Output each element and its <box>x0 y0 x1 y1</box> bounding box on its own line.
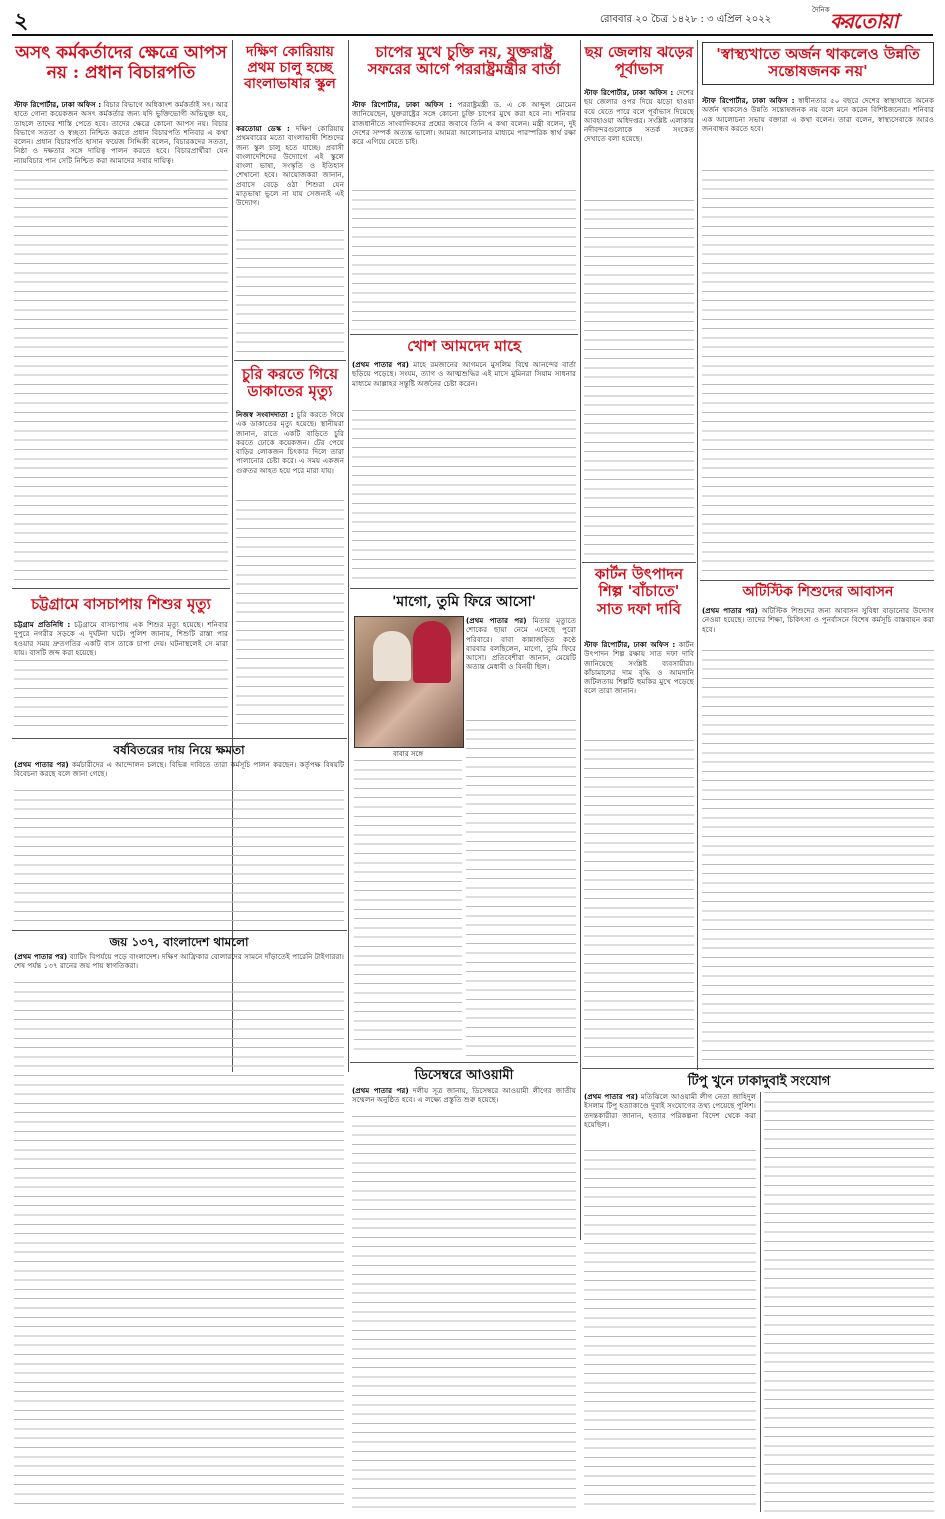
article-headline: চাপের মুখে চুক্তি নয়, যুক্তরাষ্ট্র সফরের আগে পররাষ্ট্রমন্ত্রীর বার্তা <box>367 43 561 79</box>
article-text: দক্ষিণ কোরিয়ায় প্রথমবারের মতো বাংলাভাষী শিশুদের জন্য স্কুল চালু হতে যাচ্ছে। প্রবাসী বাংলাদেশিদের উদ্যোগে এই স্কুলে বাংলা ভাষা, সংস্কৃতি ও ইতিহাস শেখানো হবে। আয়োজকরা জানান, প্রবাসে বেড়ে ওঠা শিশুরা যেন মাতৃভাষা ভুলে না যায় সেজন্যই এই উদ্যোগ। <box>236 124 344 208</box>
column-divider <box>760 1092 761 1512</box>
article-text: মতিঝিলে আওয়ামী লীগ নেতা জাহিদুল ইসলাম টিপু হত্যাকাণ্ডে দুবাই সংযোগের তথ্য পেয়েছে পুলিশ। তদন্তকারীরা জানান, হত্যার পরিকল্পনা বিদেশ থেকে করা হয়েছিল। <box>584 1092 756 1129</box>
article-headline: চুরি করতে গিয়ে ডাকাতের মৃত্যু <box>241 365 339 401</box>
photo-figure <box>413 621 451 683</box>
article-byline: (প্রথম পাতার পর) <box>466 616 527 625</box>
section-divider <box>350 334 578 335</box>
text-column-filler <box>584 200 694 558</box>
page-number: ২ <box>14 8 29 34</box>
article-text: মিতার মৃত্যুতে শোকের ছায়া নেমে এসেছে পুরো পরিবারে। বাবা কান্নাজড়িত কণ্ঠে বারবার বলছিলেন, মাগো, তুমি ফিরে আসো। প্রতিবেশীরা জানান, মেয়েটি অত্যন্ত মেধাবী ও বিনয়ী ছিল। <box>466 616 576 672</box>
text-column-filler <box>14 790 344 926</box>
text-column-filler <box>352 1116 576 1512</box>
article-headline: খোশ আমদেদ মাহে <box>407 337 521 355</box>
article-text: ব্যাটিং বিপর্যয়ে পড়ে বাংলাদেশ। দক্ষিণ আফ্রিকার বোলারদের সামনে দাঁড়াতেই পারেনি টাইগাররা। শেষ পর্যন্ত ১৩৭ রানের জয় পায় স্বাগতিকরা। <box>14 952 344 971</box>
section-divider <box>582 562 696 563</box>
text-column-filler <box>236 230 344 354</box>
photo-figure <box>373 631 411 681</box>
news-photo <box>354 616 464 748</box>
article-byline: স্টাফ রিপোর্টার, ঢাকা অফিস : <box>352 100 453 109</box>
article-byline: করতোয়া ডেস্ক : <box>236 124 290 133</box>
logo-tagline: দৈনিক <box>812 6 830 14</box>
text-column-filler <box>466 720 576 1056</box>
header-rule <box>12 34 933 36</box>
article-headline: 'মাগো, তুমি ফিরে আসো' <box>392 594 536 610</box>
article-headline: অটিস্টিক শিশুদের আবাসন <box>742 584 894 600</box>
article-byline: স্টাফ রিপোর্টার, ঢাকা অফিস : <box>584 88 674 97</box>
section-divider <box>350 1062 578 1063</box>
article-headline: ছয় জেলায় ঝড়ের পূর্বাভাস <box>584 43 694 79</box>
article-byline: চট্টগ্রাম প্রতিনিধি : <box>14 620 71 629</box>
article-text: কর্মচারীদের এ আন্দোলন চলছে। বিভিন্ন দাবিতে তারা কর্মসূচি পালন করছেন। কর্তৃপক্ষ বিষয়টি বিবেচনা করছে বলে জানা গেছে। <box>14 760 344 779</box>
section-divider <box>582 1068 934 1069</box>
column-divider <box>348 40 349 1072</box>
article-byline: (প্রথম পাতার পর) <box>702 606 758 615</box>
text-column-filler <box>352 190 576 330</box>
article-byline: (প্রথম পাতার পর) <box>14 952 68 961</box>
article-byline: (প্রথম পাতার পর) <box>14 760 69 769</box>
article-text: দেশের ছয় জেলার ওপর দিয়ে ঝড়ো হাওয়া বয়ে যেতে পারে বলে পূর্বাভাস দিয়েছে আবহাওয়া অধিদপ্তর। সংশ্লিষ্ট এলাকার নদীবন্দরগুলোকে সতর্ক সংকেত দেখাতে বলা হয়েছে। <box>584 88 694 144</box>
article-headline: বর্ষবিতরের দায় নিয়ে ক্ষমতা <box>113 743 245 757</box>
text-column-filler <box>354 760 462 1056</box>
text-column-filler <box>764 1092 934 1512</box>
photo-caption: বাবার সঙ্গে <box>392 750 423 758</box>
edition-date: রোববার ২০ চৈত্র ১৪২৮ : ৩ এপ্রিল ২০২২ <box>600 14 772 25</box>
article-text: পররাষ্ট্রমন্ত্রী ড. এ কে আব্দুল মোমেন জানিয়েছেন, যুক্তরাষ্ট্রের সঙ্গে কোনো চুক্তি চাপের মুখে করা হবে না। শনিবার রাজধানীতে সাংবাদিকদের প্রশ্নের জবাবে তিনি এ কথা বলেন। মন্ত্রী বলেন, দুই দেশের সম্পর্ক অত্যন্ত ভালো। আমরা আলোচনার মাধ্যমে পারস্পরিক স্বার্থ রক্ষা করে এগিয়ে যেতে চাই। <box>352 100 576 147</box>
text-column-filler <box>14 170 228 580</box>
article-headline: কার্টন উৎপাদন শিল্প 'বাঁচাতে' সাত দফা দাবি <box>594 565 684 618</box>
article-headline: চট্টগ্রামে বাসচাপায় শিশুর মৃত্যু <box>31 595 211 613</box>
article-text: স্বাধীনতার ৫০ বছরে দেশের স্বাস্থ্যখাতে অনেক অর্জন থাকলেও উন্নতি সন্তোষজনক নয় বলে মনে করেন বিশিষ্টজনেরা। শনিবার এক আলোচনা সভায় বক্তারা এ কথা বলেন। তারা বলেন, স্বাস্থ্যসেবাকে আরও জনবান্ধব করতে হবে। <box>702 96 934 133</box>
article-byline: স্টাফ রিপোর্টার, ঢাকা অফিস : <box>14 100 102 109</box>
article-byline: নিজস্ব সংবাদদাতা : <box>236 410 294 419</box>
column-divider <box>697 40 698 1070</box>
article-headline: জয় ১৩৭, বাংলাদেশ থামলো <box>109 935 249 949</box>
section-divider <box>12 930 347 931</box>
text-column-filler <box>584 1150 756 1512</box>
article-byline: স্টাফ রিপোর্টার, ঢাকা অফিস : <box>584 640 676 649</box>
section-divider <box>350 588 578 589</box>
section-divider <box>700 580 934 581</box>
section-divider <box>12 588 230 589</box>
article-text: চট্টগ্রামে বাসচাপায় এক শিশুর মৃত্যু হয়েছে। শনিবার দুপুরে নগরীর সড়কে এ দুর্ঘটনা ঘটে। পুলিশ জানায়, শিশুটি রাস্তা পার হওয়ার সময় দ্রুতগতির একটি বাস তাকে চাপা দেয়। ঘটনাস্থলেই সে মারা যায়। বাসটি জব্দ করা হয়েছে। <box>14 620 228 657</box>
article-text: বিচার বিভাগে অধিকাংশ কর্মকর্তাই সৎ। আর হাতে গোনা কয়েকজন অসৎ কর্মকর্তার জন্য যদি ভুক্তিভোগী অভিযুক্ত হয়, তাহলে তাদের শাস্তি পেতে হবে। তাদের ক্ষেত্রে কোনো আপস নয়। বিচার বিভাগে সততা ও স্বচ্ছতা নিশ্চিত করতে প্রধান বিচারপতি শনিবার এ কথা বলেন। প্রধান বিচারপতি হাসান ফয়েজ সিদ্দিকী বলেন, বিচারকদের সততা, নিষ্ঠা ও দক্ষতার সঙ্গে দায়িত্ব পালন করতে হবে। বিচারপ্রার্থীরা যেন ন্যায়বিচার পান সেটি নিশ্চিত করা আমাদের সবার দায়িত্ব। <box>14 100 228 165</box>
article-headline: 'স্বাস্থ্যখাতে অর্জন থাকলেও উন্নতি সন্তোষজনক নয়' <box>702 42 934 85</box>
column-divider <box>580 40 581 1240</box>
article-headline: দক্ষিণ কোরিয়ায় প্রথম চালু হচ্ছে বাংলাভাষার স্কুল <box>244 44 336 93</box>
article-text: দলীয় সূত্র জানায়, ডিসেম্বরে আওয়ামী লীগের জাতীয় সম্মেলন অনুষ্ঠিত হবে। এ লক্ষ্যে প্রস্তুতি শুরু হয়েছে। <box>352 1086 576 1105</box>
text-column-filler <box>702 170 934 574</box>
article-byline: (প্রথম পাতার পর) <box>352 1086 409 1095</box>
article-byline: (প্রথম পাতার পর) <box>584 1092 639 1101</box>
article-headline: ডিসেম্বরে আওয়ামী <box>414 1068 514 1083</box>
article-text: চুরি করতে গিয়ে এক ডাকাতের মৃত্যু হয়েছে। স্থানীয়রা জানান, রাতে একটি বাড়িতে চুরি করতে ঢোকে কয়েকজন। টের পেয়ে বাড়ির লোকজন চিৎকার দিলে তারা পালানোর চেষ্টা করে। এ সময় একজন গুরুতর আহত হয়ে পরে মারা যায়। <box>236 410 344 475</box>
article-byline: স্টাফ রিপোর্টার, ঢাকা অফিস : <box>702 96 795 105</box>
text-column-filler <box>584 740 694 1060</box>
article-text: কার্টন উৎপাদন শিল্প রক্ষায় সাত দফা দাবি জানিয়েছে সংশ্লিষ্ট ব্যবসায়ীরা। কাঁচামালের দাম বৃদ্ধি ও আমদানি জটিলতায় শিল্পটি হুমকির মুখে পড়েছে বলে তারা জানান। <box>584 640 694 696</box>
section-divider <box>12 738 347 739</box>
article-text: মাহে রমজানের আগমনে মুসলিম বিশ্বে আনন্দের বার্তা ছড়িয়ে পড়েছে। সংযম, ত্যাগ ও আত্মশুদ্ধির এই মাসে মুমিনরা সিয়াম সাধনার মাধ্যমে আল্লাহর সন্তুষ্টি অর্জনের চেষ্টা করেন। <box>352 360 576 388</box>
text-column-filler <box>352 410 576 582</box>
article-headline: টিপু খুনে ঢাকাদুবাই সংযোগ <box>687 1074 831 1089</box>
article-text: অটিস্টিক শিশুদের জন্য আবাসন সুবিধা বাড়ানোর উদ্যোগ নেওয়া হয়েছে। তাদের শিক্ষা, চিকিৎসা ও পুনর্বাসনে বিশেষ কর্মসূচি বাস্তবায়ন করা হবে। <box>702 606 934 634</box>
newspaper-logo <box>812 4 934 32</box>
text-column-filler <box>236 500 344 732</box>
logo-wordmark: করতোয়া <box>830 9 898 33</box>
article-headline: অসৎ কর্মকর্তাদের ক্ষেত্রে আপস নয় : প্রধান বিচারপতি <box>15 43 227 83</box>
text-column-filler <box>14 660 228 732</box>
section-divider <box>234 360 346 361</box>
article-byline: (প্রথম পাতার পর) <box>352 360 409 369</box>
text-column-filler <box>14 982 344 1512</box>
text-column-filler <box>702 650 934 1064</box>
